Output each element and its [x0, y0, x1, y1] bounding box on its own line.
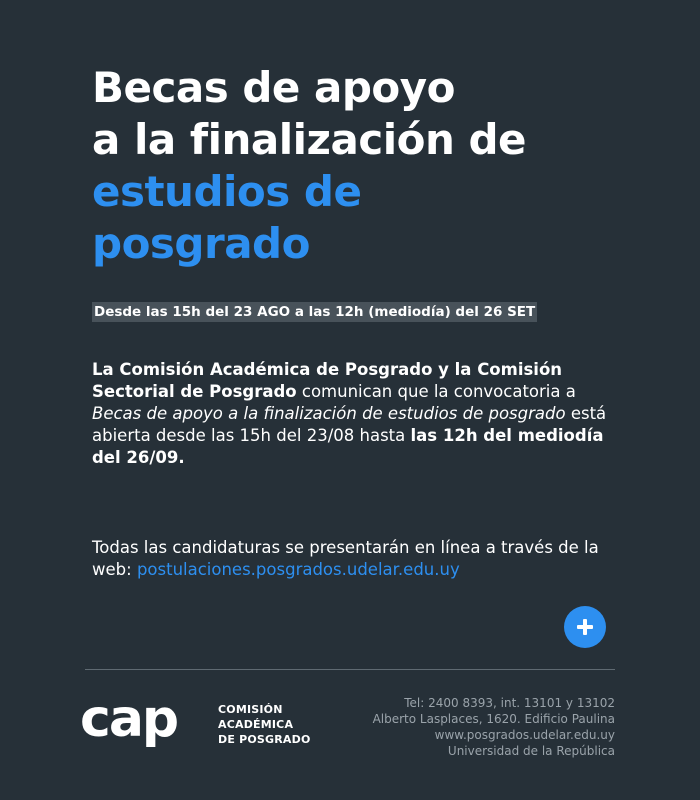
- announcement-italic-title: Becas de apoyo a la finalización de estudios de posgrado: [92, 404, 566, 423]
- contact-address: Alberto Lasplaces, 1620. Edificio Paulina: [372, 712, 615, 726]
- logo-subtitle-line-3: DE POSGRADO: [218, 733, 311, 746]
- logo-subtitle-line-2: ACADÉMICA: [218, 718, 294, 731]
- contact-institution: Universidad de la República: [447, 744, 615, 758]
- applications-link[interactable]: postulaciones.posgrados.udelar.edu.uy: [136, 560, 460, 579]
- announcement-deadline: las 12h del mediodía del 26/09.: [92, 426, 604, 467]
- announcement-text-1: comunican que la convocatoria a: [296, 382, 576, 401]
- applications-text: Todas las candidaturas se presentarán en línea a través de la web:: [92, 538, 599, 579]
- more-info-button[interactable]: [564, 606, 606, 648]
- contact-website: www.posgrados.udelar.edu.uy: [434, 728, 615, 742]
- title-line-1: Becas de apoyo: [92, 63, 456, 112]
- title-line-4: posgrado: [92, 219, 310, 268]
- title-line-2: a la finalización de: [92, 115, 527, 164]
- contact-info: [373, 695, 615, 759]
- title-line-3: estudios de: [92, 167, 362, 216]
- cap-logo: [80, 689, 340, 762]
- plus-icon: [575, 617, 595, 637]
- logo-subtitle-line-1: COMISIÓN: [218, 703, 283, 716]
- logo-subtitle: [218, 702, 311, 747]
- logo-wordmark: cap: [80, 689, 178, 749]
- announcement-paragraph: [92, 359, 612, 469]
- announcement-bold-intro: La Comisión Académica de Posgrado y la Comisión Sectorial de Posgrado: [92, 360, 563, 401]
- dates-banner: Desde las 15h del 23 AGO a las 12h (mediodía) del 26 SET: [94, 304, 536, 320]
- applications-paragraph: [92, 537, 622, 581]
- announcement-text-2: está abierta desde las 15h del 23/08 hasta: [92, 404, 607, 445]
- contact-phone: Tel: 2400 8393, int. 13101 y 13102: [404, 696, 615, 710]
- divider: [85, 669, 615, 670]
- page-title: [92, 62, 652, 270]
